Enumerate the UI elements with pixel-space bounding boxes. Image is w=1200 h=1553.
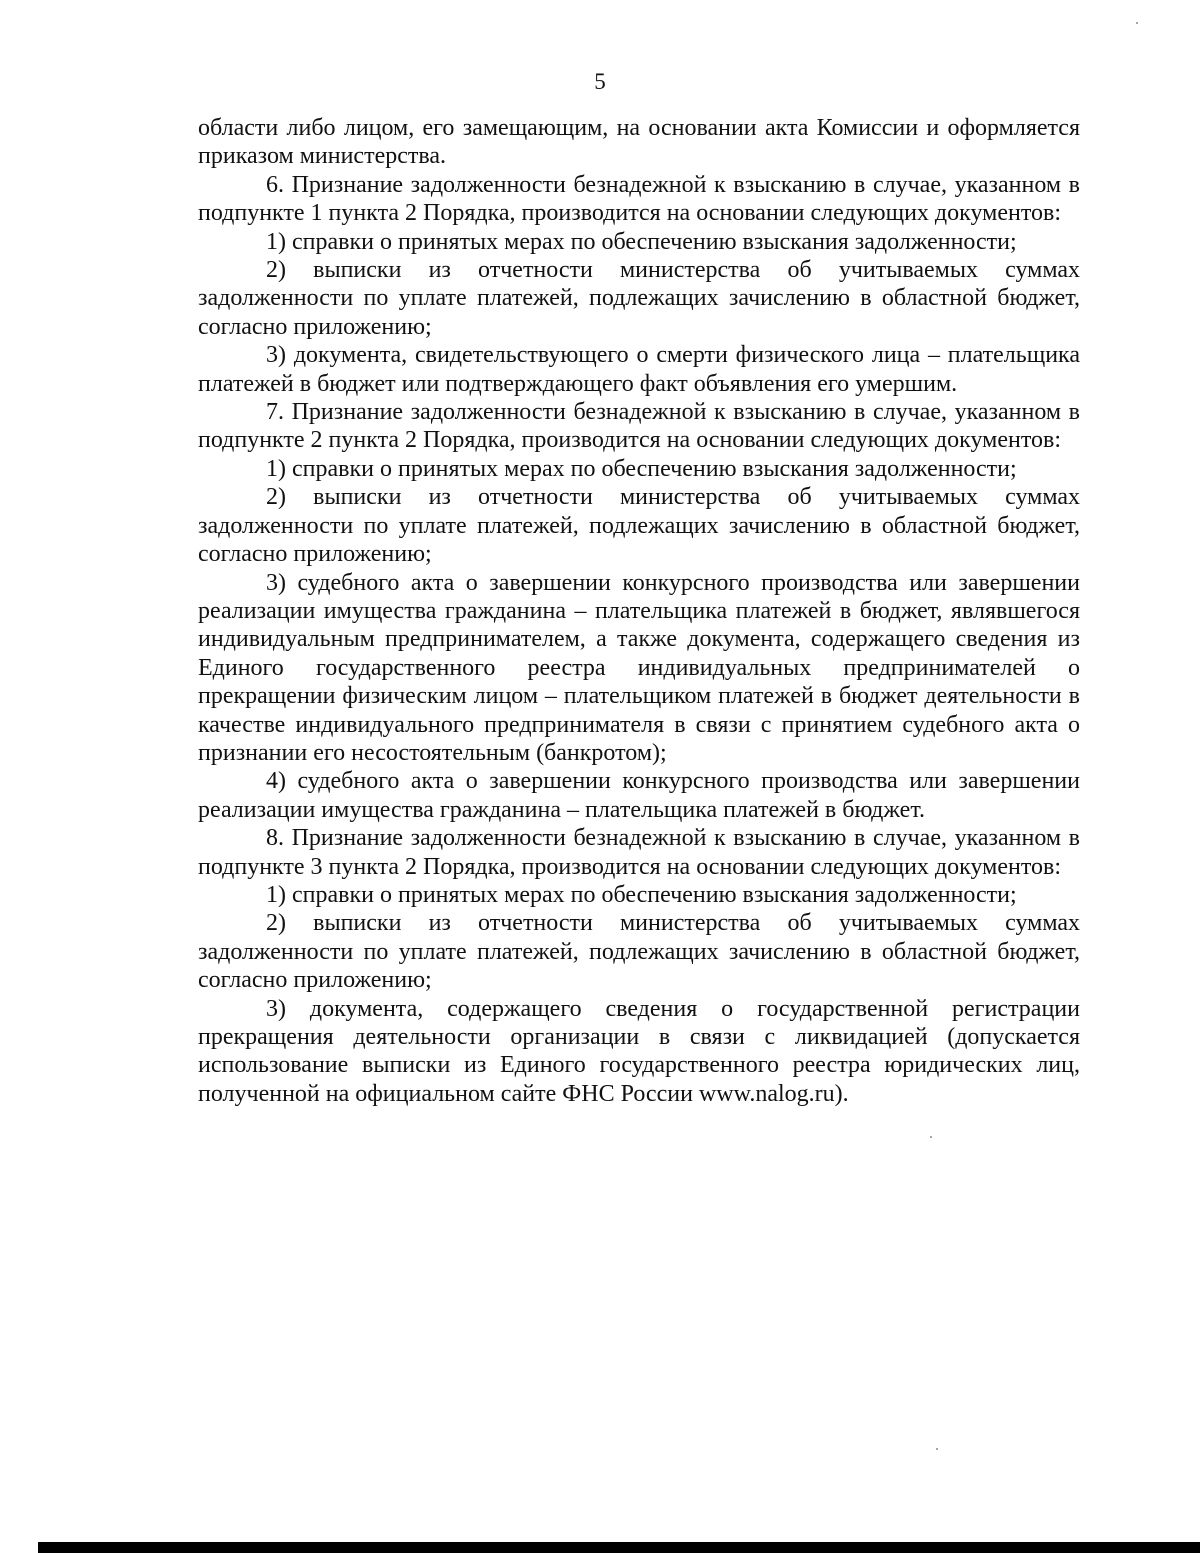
- paragraph: 3) документа, содержащего сведения о государственной регистрации прекращения деятельности организации в связи с ликвидацией (допускается использование выписки из Единого государственного реестра юридических лиц, полученной на официальном сайте ФНС России www.nalog.ru).: [198, 995, 1080, 1107]
- page-number: 5: [594, 69, 606, 94]
- paragraph: 1) справки о принятых мерах по обеспечению взыскания задолженности;: [266, 455, 1017, 482]
- paragraph: 8. Признание задолженности безнадежной к взысканию в случае, указанном в подпункте 3 пункта 2 Порядка, производится на основании следующих документов:: [198, 825, 1080, 880]
- paragraph: 2) выписки из отчетности министерства об учитываемых суммах задолженности по уплате платежей, подлежащих зачислению в областной бюджет, согласно приложению;: [198, 484, 1080, 568]
- paragraph: 1) справки о принятых мерах по обеспечению взыскания задолженности;: [266, 228, 1017, 255]
- paragraph: 2) выписки из отчетности министерства об учитываемых суммах задолженности по уплате платежей, подлежащих зачислению в областной бюджет, согласно приложению;: [198, 257, 1080, 340]
- scan-speck: [930, 1136, 932, 1138]
- scan-speck: [936, 1448, 938, 1450]
- paragraph: 7. Признание задолженности безнадежной к взысканию в случае, указанном в подпункте 2 пункта 2 Порядка, производится на основании следующих документов:: [198, 399, 1080, 454]
- paragraph: 3) документа, свидетельствующего о смерти физического лица – плательщика платежей в бюджет или подтверждающего факт объявления его умершим.: [198, 342, 1080, 397]
- scan-edge-bar: [38, 1542, 1200, 1553]
- paragraph: 2) выписки из отчетности министерства об учитываемых суммах задолженности по уплате платежей, подлежащих зачислению в областной бюджет, согласно приложению;: [198, 910, 1080, 994]
- document-body: [198, 114, 1080, 1108]
- paragraph: 6. Признание задолженности безнадежной к взысканию в случае, указанном в подпункте 1 пункта 2 Порядка, производится на основании следующих документов:: [198, 171, 1080, 227]
- scan-speck: [1136, 22, 1138, 24]
- paragraph: 3) судебного акта о завершении конкурсного производства или завершении реализации имущества гражданина – плательщика платежей в бюджет, являвшегося индивидуальным предпринимателем, а также документа, содержащего сведения из Единого государственного реестра индивидуальных предпринимателей о прекращении физическим лицом – плательщиком платежей в бюджет деятельности в качестве индивидуального предпринимателя в связи с принятием судебного акта о признании его несостоятельным (банкротом);: [198, 569, 1080, 766]
- paragraph: 4) судебного акта о завершении конкурсного производства или завершении реализации имущества гражданина – плательщика платежей в бюджет.: [198, 768, 1080, 823]
- paragraph: области либо лицом, его замещающим, на основании акта Комиссии и оформляется приказом министерства.: [198, 115, 1080, 170]
- paragraph: 1) справки о принятых мерах по обеспечению взыскания задолженности;: [266, 881, 1017, 908]
